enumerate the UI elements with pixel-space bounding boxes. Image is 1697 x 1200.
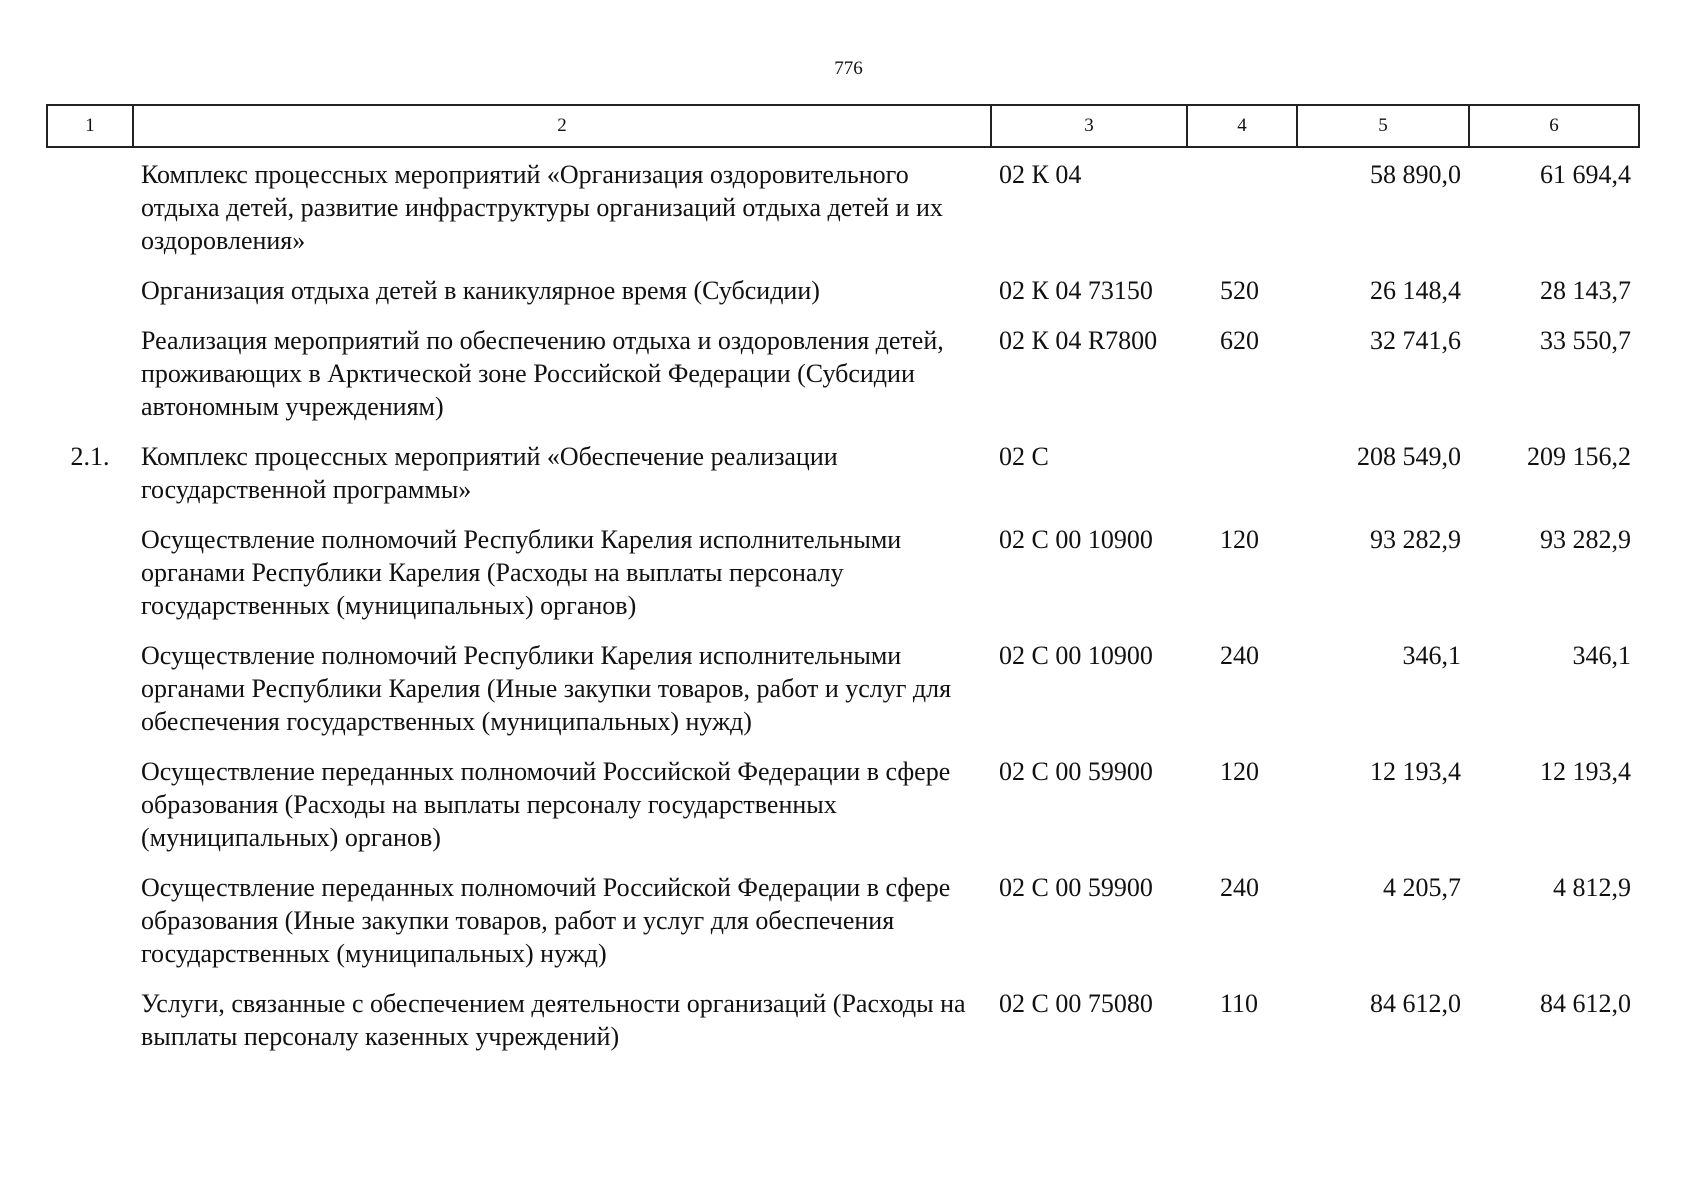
row-name: Комплекс процессных мероприятий «Обеспечение реализации государственной программы»	[141, 442, 838, 504]
row-name: Осуществление переданных полномочий Российской Федерации в сфере образования (Иные закупки товаров, работ и услуг для обеспечения государственных (муниципальных) нужд)	[141, 873, 951, 968]
row-amount-col5: 84 612,0	[1370, 989, 1461, 1018]
row-amount-col6: 93 282,9	[1540, 525, 1631, 554]
row-target-code: 02 С 00 75080	[999, 989, 1153, 1018]
header-col-1: 1	[47, 105, 133, 147]
row-name: Осуществление полномочий Республики Карелия исполнительными органами Республики Карелия (Иные закупки товаров, работ и услуг для обеспечения государственных (муниципальных) нужд)	[141, 641, 952, 736]
row-amount-col6: 4 812,9	[1553, 873, 1631, 902]
row-name: Реализация мероприятий по обеспечению отдыха и оздоровления детей, проживающих в Арктической зоне Российской Федерации (Субсидии автономным учреждениям)	[141, 326, 944, 421]
row-target-code: 02 С 00 10900	[999, 525, 1153, 554]
row-target-code: 02 К 04 R7800	[999, 326, 1158, 355]
row-expense-type: 240	[1220, 873, 1259, 902]
row-target-code: 02 К 04 73150	[999, 276, 1153, 305]
header-col-2: 2	[133, 105, 991, 147]
row-name: Осуществление переданных полномочий Российской Федерации в сфере образования (Расходы на выплаты персоналу государственных (муниципальных) органов)	[141, 757, 951, 852]
page-number: 776	[834, 58, 863, 79]
table-row	[47, 147, 1639, 264]
row-number	[47, 314, 133, 430]
row-amount-col6: 84 612,0	[1540, 989, 1631, 1018]
row-amount-col6: 33 550,7	[1540, 326, 1631, 355]
header-col-5: 5	[1297, 105, 1469, 147]
row-number	[47, 513, 133, 629]
row-expense-type: 120	[1220, 525, 1259, 554]
table-row	[47, 314, 1639, 430]
row-number	[47, 977, 133, 1060]
row-number	[47, 745, 133, 861]
row-amount-col6: 346,1	[1572, 641, 1631, 670]
table-row	[47, 430, 1639, 513]
row-number	[47, 861, 133, 977]
row-target-code: 02 С	[999, 442, 1049, 471]
row-number	[47, 264, 133, 314]
table-row	[47, 745, 1639, 861]
row-expense-type	[1187, 147, 1297, 264]
row-target-code: 02 К 04	[999, 160, 1082, 189]
row-amount-col5: 208 549,0	[1357, 442, 1461, 471]
row-amount-col5: 26 148,4	[1370, 276, 1461, 305]
table-row	[47, 629, 1639, 745]
row-expense-type: 240	[1220, 641, 1259, 670]
row-amount-col5: 4 205,7	[1383, 873, 1461, 902]
table-row	[47, 861, 1639, 977]
table-row	[47, 977, 1639, 1060]
header-col-3: 3	[991, 105, 1187, 147]
row-target-code: 02 С 00 59900	[999, 757, 1153, 786]
row-target-code: 02 С 00 59900	[999, 873, 1153, 902]
header-col-6: 6	[1469, 105, 1639, 147]
table-body	[47, 147, 1639, 1060]
row-amount-col5: 93 282,9	[1370, 525, 1461, 554]
row-number: 2.1.	[70, 442, 110, 471]
table-row	[47, 264, 1639, 314]
row-target-code: 02 С 00 10900	[999, 641, 1153, 670]
table-header	[47, 105, 1639, 147]
row-name: Осуществление полномочий Республики Карелия исполнительными органами Республики Карелия (Расходы на выплаты персоналу государственных (муниципальных) органов)	[141, 525, 902, 620]
row-amount-col5: 12 193,4	[1370, 757, 1461, 786]
budget-table	[46, 104, 1640, 1060]
row-number	[47, 147, 133, 264]
row-expense-type: 520	[1220, 276, 1259, 305]
row-expense-type	[1187, 430, 1297, 513]
row-number	[47, 629, 133, 745]
header-col-4: 4	[1187, 105, 1297, 147]
row-amount-col5: 32 741,6	[1370, 326, 1461, 355]
row-amount-col6: 28 143,7	[1540, 276, 1631, 305]
row-expense-type: 120	[1220, 757, 1259, 786]
row-amount-col5: 58 890,0	[1370, 160, 1461, 189]
row-expense-type: 620	[1220, 326, 1259, 355]
row-amount-col6: 12 193,4	[1540, 757, 1631, 786]
row-amount-col6: 209 156,2	[1527, 442, 1631, 471]
row-name: Организация отдыха детей в каникулярное время (Субсидии)	[141, 276, 820, 305]
row-amount-col5: 346,1	[1402, 641, 1461, 670]
header-row	[47, 105, 1639, 147]
row-amount-col6: 61 694,4	[1540, 160, 1631, 189]
row-expense-type: 110	[1220, 989, 1259, 1018]
row-name: Комплекс процессных мероприятий «Организация оздоровительного отдыха детей, развитие инфраструктуры организаций отдыха детей и их оздоровления»	[141, 160, 943, 255]
row-name: Услуги, связанные с обеспечением деятельности организаций (Расходы на выплаты персоналу казенных учреждений)	[141, 989, 966, 1051]
table-row	[47, 513, 1639, 629]
